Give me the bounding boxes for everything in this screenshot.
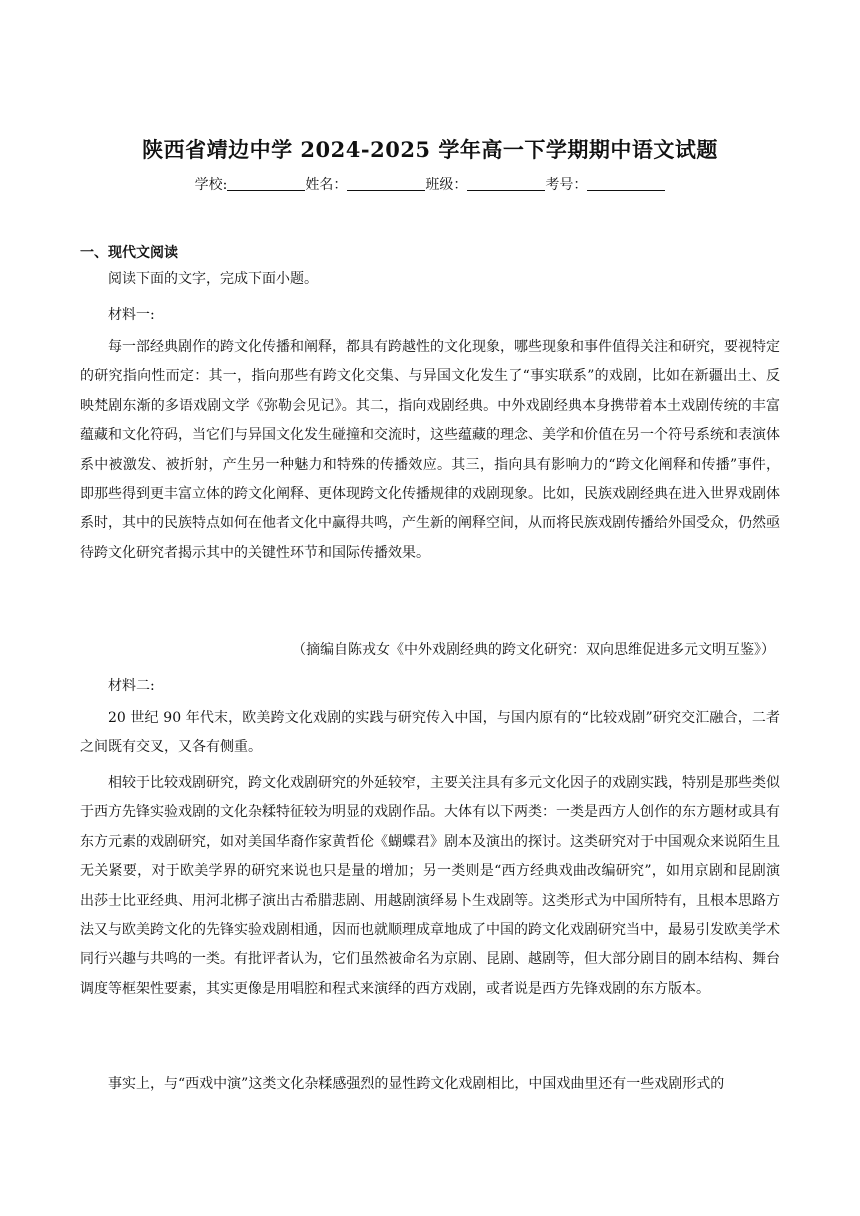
exam-no-blank (587, 176, 665, 191)
material2-paragraph-3: 事实上，与“西戏中演”这类文化杂糅感强烈的显性跨文化戏剧相比，中国戏曲里还有一些戏剧形式的 (108, 1076, 725, 1092)
material2-paragraph-1: 20 世纪 90 年代末，欧美跨文化戏剧的实践与研究传入中国，与国内原有的“比较戏剧”研究交汇融合，二者之间既有交叉，又各有侧重。 (80, 710, 780, 756)
student-info-line (0, 174, 860, 194)
material2-paragraph-2: 相较于比较戏剧研究，跨文化戏剧研究的外延较窄，主要关注具有多元文化因子的戏剧实践，特别是那些类似于西方先锋实验戏剧的文化杂糅特征较为明显的戏剧作品。大体有以下两类：一类是西方人创作的东方题材或具有东方元素的戏剧研究，如对美国华裔作家黄哲伦《蝴蝶君》剧本及演出的探讨。这类研究对于中国观众来说陌生且无关紧要，对于欧美学界的研究来说也只是量的增加；另一类则是“西方经典戏曲改编研究”，如用京剧和昆剧演出莎士比亚经典、用河北梆子演出古希腊悲剧、用越剧演绎易卜生戏剧等。这类形式为中国所特有，且根本思路方法又与欧美跨文化的先锋实验戏剧相通，因而也就顺理成章地成了中国的跨文化戏剧研究当中，最易引发欧美学术同行兴趣与共鸣的一类。有批评者认为，它们虽然被命名为京剧、昆剧、越剧等，但大部分剧目的剧本结构、舞台调度等框架性要素，其实更像是用唱腔和程式来演绎的西方戏剧，或者说是西方先锋戏剧的东方版本。 (80, 775, 780, 997)
class-label: 班级： (425, 177, 468, 193)
material1-label: 材料一: (108, 307, 155, 323)
material1-source: （摘编自陈戎女《中外戏剧经典的跨文化研究：双向思维促进多元文明互鉴》） (292, 642, 775, 658)
school-label: 学校: (194, 177, 228, 193)
section-heading: 一、现代文阅读 (80, 245, 178, 261)
exam-no-label: 考号： (545, 177, 588, 193)
material1-paragraph: 每一部经典剧作的跨文化传播和阐释，都具有跨越性的文化现象，哪些现象和事件值得关注和研究，要视特定的研究指向性而定：其一，指向那些有跨文化交集、与异国文化发生了“事实联系”的戏剧，比如在新疆出土、反映梵剧东渐的多语戏剧文学《弥勒会见记》。其二，指向戏剧经典。中外戏剧经典本身携带着本土戏剧传统的丰富蕴藏和文化符码，当它们与异国文化发生碰撞和交流时，这些蕴藏的理念、美学和价值在另一个符号系统和表演体系中被激发、被折射，产生另一种魅力和特殊的传播效应。其三，指向具有影响力的“跨文化阐释和传播”事件，即那些得到更丰富立体的跨文化阐释、更体现跨文化传播规律的戏剧现象。比如，民族戏剧经典在进入世界戏剧体系时，其中的民族特点如何在他者文化中赢得共鸣，产生新的阐释空间，从而将民族戏剧传播给外国受众，仍然亟待跨文化研究者揭示其中的关键性环节和国际传播效果。 (80, 339, 780, 561)
instruction-text: 阅读下面的文字，完成下面小题。 (108, 271, 318, 287)
class-blank (467, 176, 545, 191)
name-label: 姓名： (305, 177, 348, 193)
page-title: 陕西省靖边中学 2024-2025 学年高一下学期期中语文试题 (142, 137, 718, 162)
school-blank (227, 176, 305, 191)
name-blank (347, 176, 425, 191)
material2-label: 材料二: (108, 678, 155, 694)
